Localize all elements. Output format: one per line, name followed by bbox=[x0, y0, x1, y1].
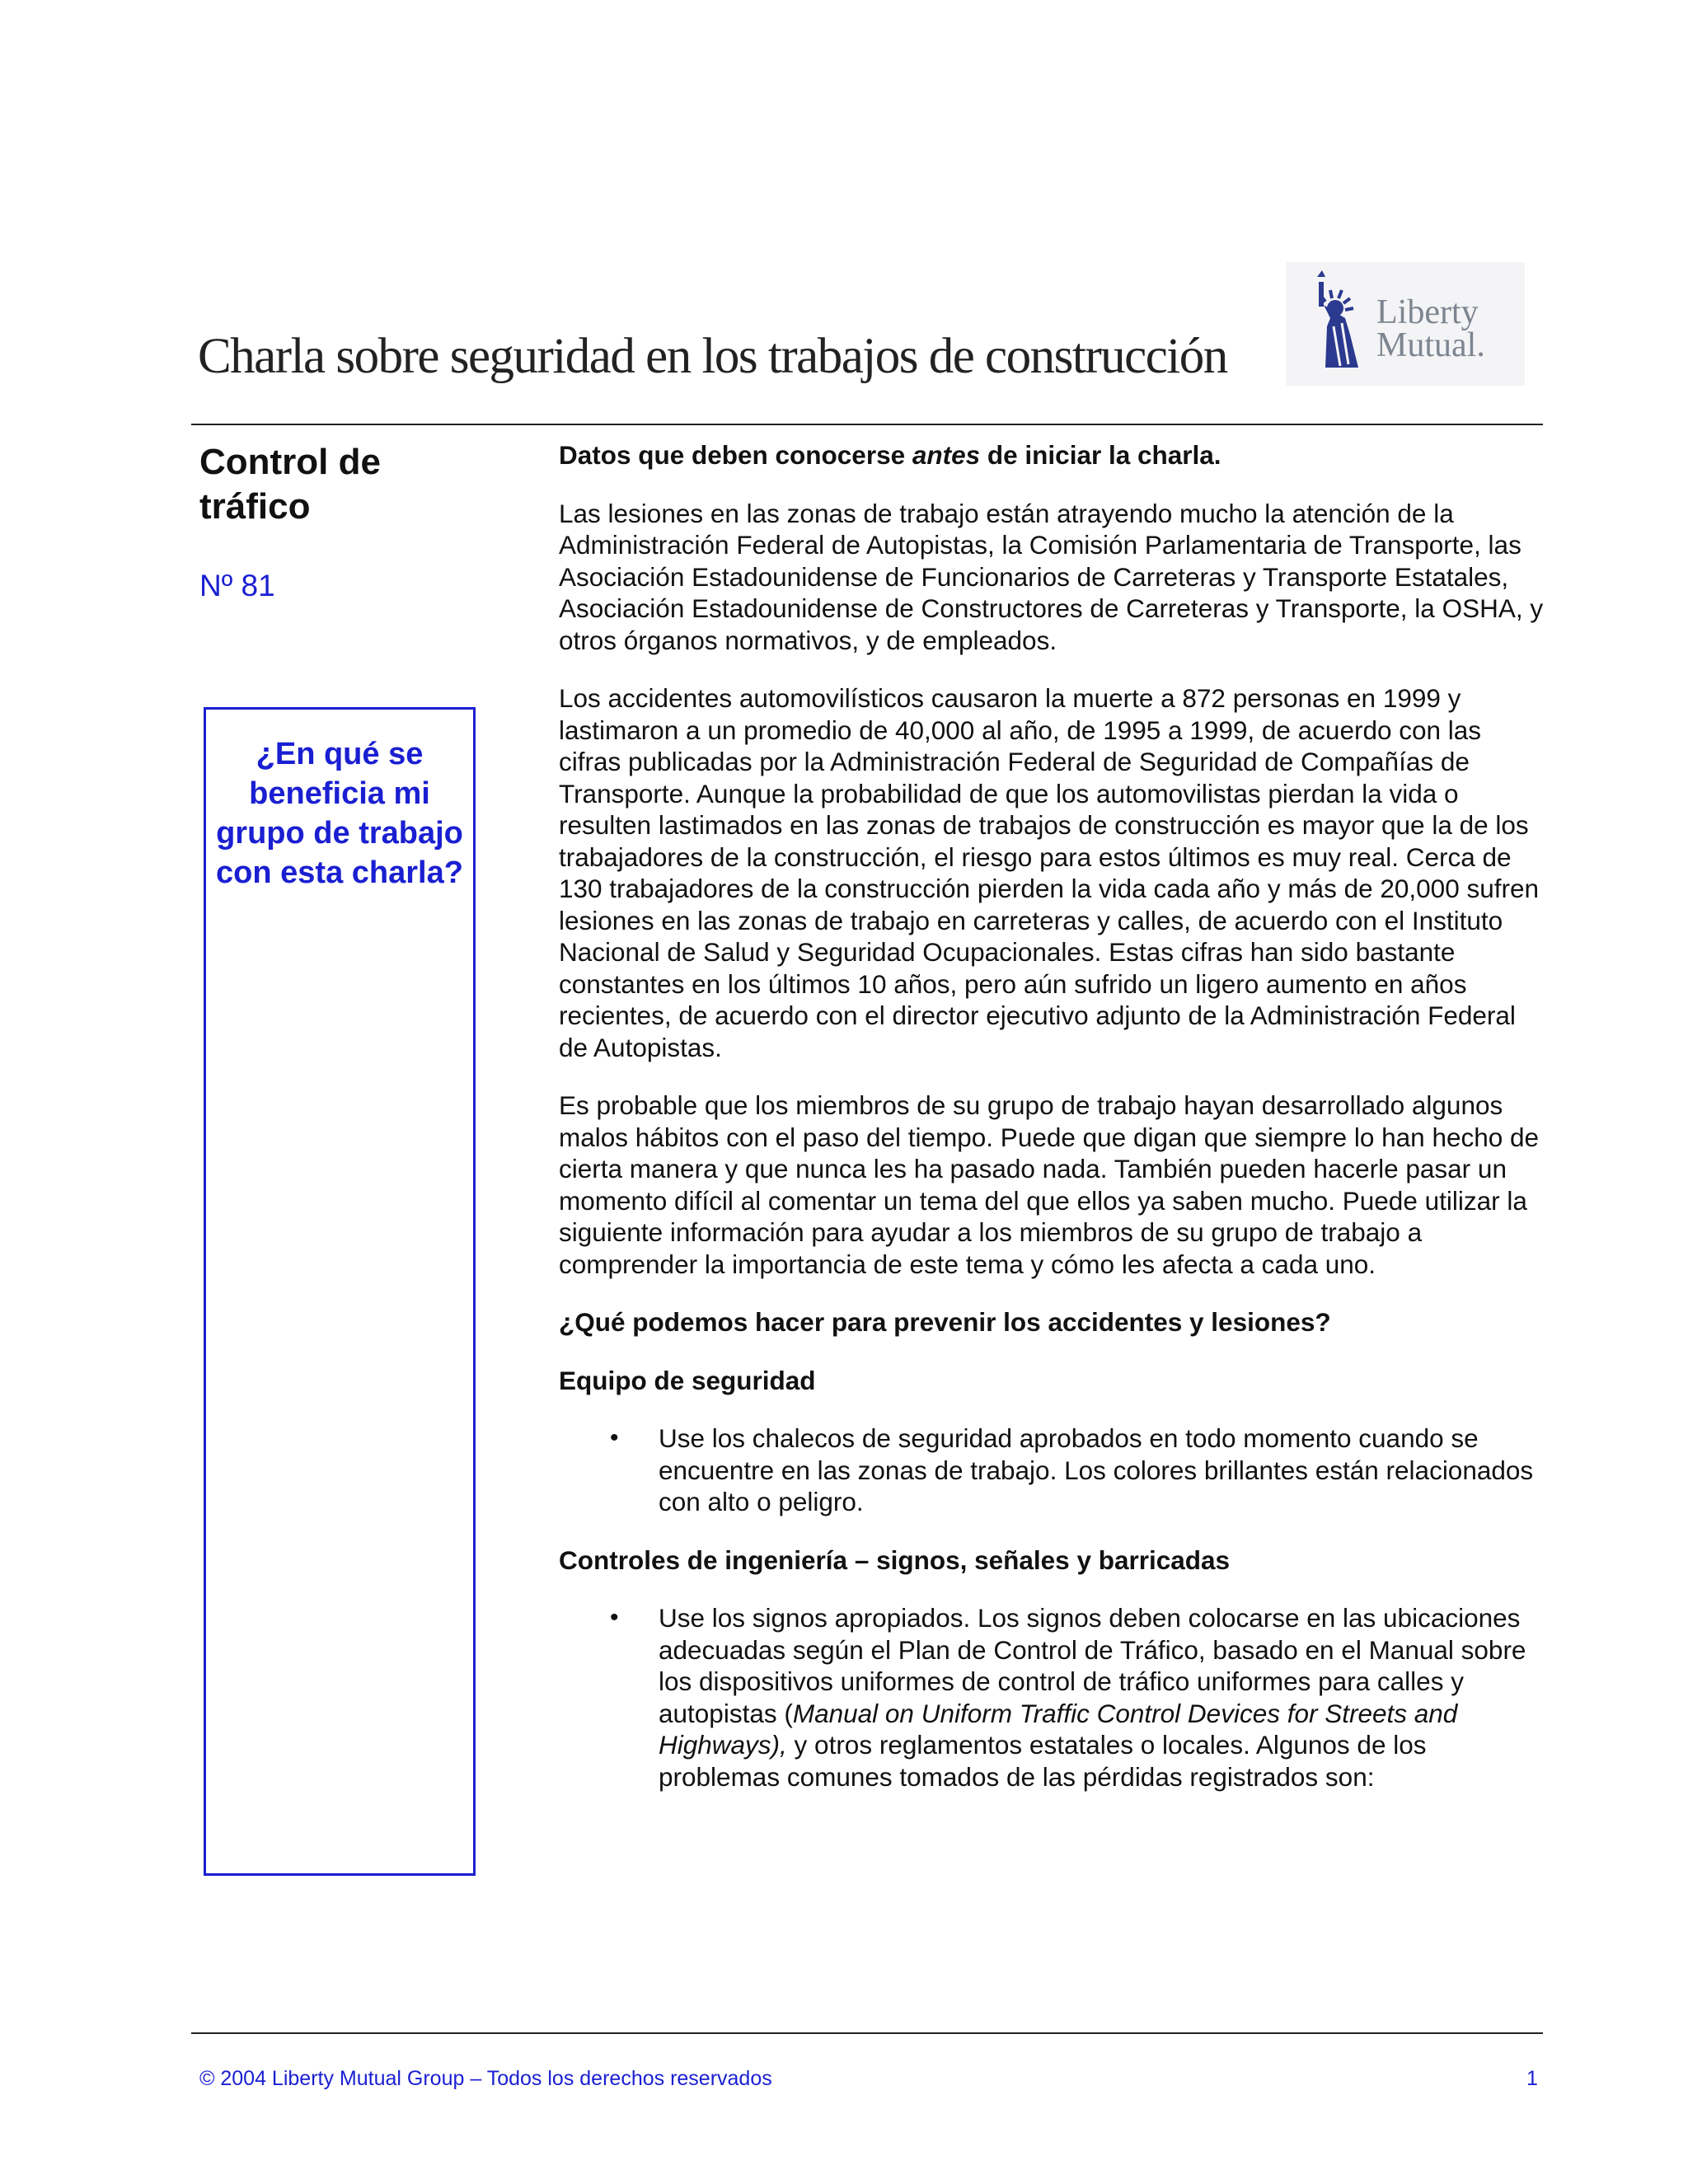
list-item: • Use los signos apropiados. Los signos deben colocarse en las ubicaciones adecuadas según el Plan de Control de Tráfico, basado en el Manual sobre los dispositivos uniformes de control de tráfico uniformes para calles y autopistas (Manual on Uniform Traffic Control Devices for Streets and Highways), y otros reglamentos estatales o locales. Algunos de los problemas comunes tomados de las pérdidas registrados son: bbox=[610, 1603, 1526, 1792]
paragraph-2: Los accidentes automovilísticos causaron la muerte a 872 personas en 1999 y lastimaron a un promedio de 40,000 al año, de 1995 a 1999, de acuerdo con las cifras publicadas por la Administración Federal de Seguridad de Compañías de Transporte. Aunque la probabilidad de que los automovilistas pierdan la vida o resulten lastimados en las zonas de trabajos de construcción es mayor que la de los trabajadores de la construcción, el riesgo para estos últimos es muy real. Cerca de 130 trabajadores de la construcción pierden la vida cada año y más de 20,000 sufren lesiones en las zonas de trabajo en carreteras y calles, de acuerdo con el Instituto Nacional de Salud y Seguridad Ocupacionales. Estas cifras han sido bastante constantes en los últimos 10 años, pero aún sufrido un ligero aumento en años recientes, de acuerdo con el director ejecutivo adjunto de la Administración Federal de Autopistas. bbox=[559, 683, 1540, 1062]
intro-heading-emphasis: antes bbox=[912, 440, 981, 470]
topic-title-line1: Control de bbox=[199, 442, 381, 482]
paragraph-3: Es probable que los miembros de su grupo de trabajo hayan desarrollado algunos malos hábitos con el paso del tiempo. Puede que digan que siempre lo han hecho de cierta manera y que nunca les ha pasado nada. También pueden hacerle pasar un momento difícil al comentar un tema del que ellos ya saben mucho. Puede utilizar la siguiente información para ayudar a los miembros de su grupo de trabajo a comprender la importancia de este tema y cómo les afecta a cada uno. bbox=[559, 1090, 1540, 1279]
callout-line: ¿En qué se bbox=[256, 737, 424, 771]
copyright-notice: © 2004 Liberty Mutual Group – Todos los derechos reservados bbox=[199, 2067, 772, 2090]
footer-divider bbox=[191, 2032, 1543, 2034]
intro-heading: Datos que deben conocerse antes de iniciar la charla. bbox=[559, 440, 1221, 470]
callout-line: grupo de trabajo bbox=[216, 816, 463, 851]
page-number: 1 bbox=[1526, 2067, 1538, 2090]
manual-title-emphasis: Manual on Uniform Traffic Control Devices for Streets and Highways), bbox=[659, 1698, 1458, 1760]
statue-of-liberty-icon bbox=[1301, 269, 1375, 376]
topic-title bbox=[199, 440, 496, 529]
safety-equipment-list bbox=[559, 1422, 1548, 1518]
header-divider bbox=[191, 424, 1543, 425]
talk-number: Nº 81 bbox=[199, 569, 275, 602]
list-item: • Use los chalecos de seguridad aprobados en todo momento cuando se encuentre en las zonas de trabajo. Los colores brillantes están relacionados con alto o peligro. bbox=[610, 1423, 1534, 1516]
benefit-callout-box bbox=[204, 707, 476, 1876]
liberty-mutual-logo bbox=[1286, 262, 1525, 386]
paragraph-1: Las lesiones en las zonas de trabajo están atrayendo mucho la atención de la Administración Federal de Autopistas, la Comisión Parlamentaria de Transporte, las Asociación Estadounidense de Funcionarios de Carreteras y Transporte Estatales, Asociación Estadounidense de Constructores de Carreteras y Transporte, la OSHA, y otros órganos normativos, y de empleados. bbox=[559, 498, 1544, 655]
safety-equipment-heading: Equipo de seguridad bbox=[559, 1365, 816, 1395]
callout-question bbox=[206, 734, 473, 893]
callout-line: con esta charla? bbox=[216, 855, 463, 890]
document-title: Charla sobre seguridad en los trabajos de construcción bbox=[198, 329, 1227, 384]
prevention-heading: ¿Qué podemos hacer para prevenir los accidentes y lesiones? bbox=[559, 1307, 1331, 1337]
engineering-controls-heading: Controles de ingeniería – signos, señales y barricadas bbox=[559, 1544, 1231, 1575]
engineering-controls-list bbox=[559, 1602, 1548, 1793]
topic-title-line2: tráfico bbox=[199, 486, 311, 527]
main-content bbox=[559, 439, 1548, 1819]
logo-text-line2: Mutual. bbox=[1376, 326, 1485, 364]
bullet-icon: • bbox=[610, 1424, 619, 1451]
callout-line: beneficia mi bbox=[249, 776, 430, 811]
bullet-icon: • bbox=[610, 1604, 619, 1631]
logo-text-line1: Liberty bbox=[1376, 293, 1479, 331]
